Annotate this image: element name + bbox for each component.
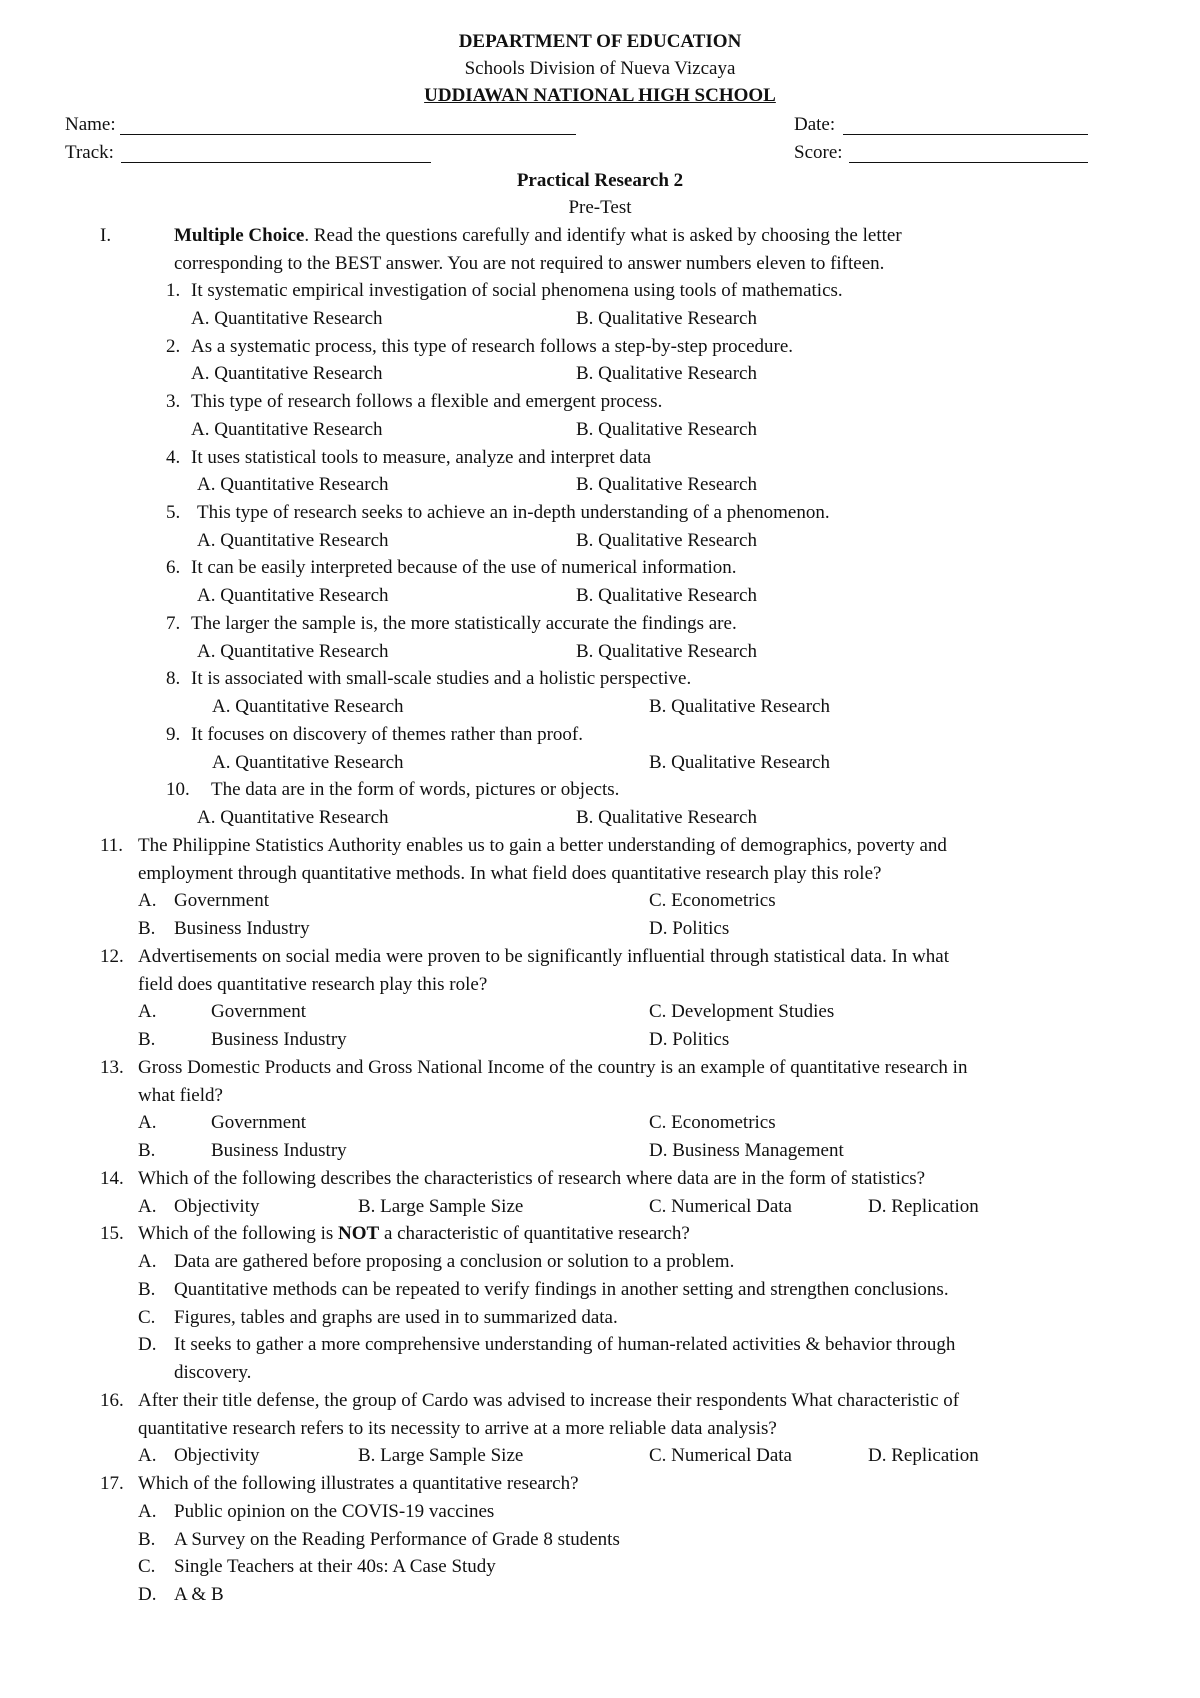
q15-option-b-letter: B. <box>138 1279 156 1300</box>
q12-option-b[interactable]: Business Industry <box>211 1029 347 1050</box>
q17-number: 17. <box>100 1473 124 1494</box>
q6-number: 6. <box>166 557 181 578</box>
q15-number: 15. <box>100 1223 124 1244</box>
q17-option-c-letter: C. <box>138 1556 156 1577</box>
q11-option-b-letter: B. <box>138 918 156 939</box>
date-field-line[interactable] <box>843 134 1088 135</box>
q16-question-line-2: quantitative research refers to its necessity to arrive at a more reliable data analysis? <box>138 1418 777 1439</box>
q6-option-a[interactable]: A. Quantitative Research <box>197 585 389 606</box>
q11-option-d[interactable]: D. Politics <box>649 918 730 939</box>
instruction-line-1: . Read the questions carefully and identify what is asked by choosing the letter <box>304 225 902 246</box>
q10-number: 10. <box>166 779 190 800</box>
q13-option-d[interactable]: D. Business Management <box>649 1140 844 1161</box>
q4-option-b[interactable]: B. Qualitative Research <box>576 474 757 495</box>
q15-question-not: NOT <box>338 1223 380 1244</box>
q7-option-b[interactable]: B. Qualitative Research <box>576 641 757 662</box>
q16-number: 16. <box>100 1390 124 1411</box>
q12-option-b-letter: B. <box>138 1029 156 1050</box>
q15-question-pre: Which of the following is <box>138 1223 338 1244</box>
q17-option-d[interactable]: A & B <box>174 1584 224 1605</box>
subject-title: Practical Research 2 <box>516 170 684 191</box>
q13-option-a[interactable]: Government <box>211 1112 306 1133</box>
q9-option-b[interactable]: B. Qualitative Research <box>649 752 830 773</box>
q11-question-line-1: The Philippine Statistics Authority enables us to gain a better understanding of demographics, poverty and <box>138 835 947 856</box>
q8-option-a[interactable]: A. Quantitative Research <box>212 696 404 717</box>
test-title: Pre-Test <box>568 197 632 218</box>
q9-question: It focuses on discovery of themes rather than proof. <box>191 724 584 745</box>
q4-option-a[interactable]: A. Quantitative Research <box>197 474 389 495</box>
q15-question <box>138 1221 690 1247</box>
track-label: Track: <box>65 142 114 163</box>
q12-question-line-1: Advertisements on social media were proven to be significantly influential through statistical data. In what <box>138 946 949 967</box>
q10-question: The data are in the form of words, pictures or objects. <box>211 779 620 800</box>
q14-option-d[interactable]: D. Replication <box>868 1196 979 1217</box>
q16-question-line-1: After their title defense, the group of Cardo was advised to increase their respondents What characteristic of <box>138 1390 960 1411</box>
score-field-line[interactable] <box>849 162 1088 163</box>
q16-option-a[interactable]: Objectivity <box>174 1445 260 1466</box>
q8-question: It is associated with small-scale studies and a holistic perspective. <box>191 668 692 689</box>
q9-option-a[interactable]: A. Quantitative Research <box>212 752 404 773</box>
q15-question-post: a characteristic of quantitative research? <box>379 1223 690 1244</box>
q9-number: 9. <box>166 724 181 745</box>
q17-question: Which of the following illustrates a quantitative research? <box>138 1473 579 1494</box>
q7-question: The larger the sample is, the more statistically accurate the findings are. <box>191 613 737 634</box>
q15-option-c-letter: C. <box>138 1307 156 1328</box>
department-heading: DEPARTMENT OF EDUCATION <box>458 31 742 52</box>
q7-option-a[interactable]: A. Quantitative Research <box>197 641 389 662</box>
q14-option-a-letter: A. <box>138 1196 157 1217</box>
q1-option-a[interactable]: A. Quantitative Research <box>191 308 383 329</box>
q5-option-b[interactable]: B. Qualitative Research <box>576 530 757 551</box>
q13-option-b[interactable]: Business Industry <box>211 1140 347 1161</box>
q13-number: 13. <box>100 1057 124 1078</box>
q15-option-a-letter: A. <box>138 1251 157 1272</box>
q4-question: It uses statistical tools to measure, analyze and interpret data <box>191 447 652 468</box>
q2-option-a[interactable]: A. Quantitative Research <box>191 363 383 384</box>
q1-option-b[interactable]: B. Qualitative Research <box>576 308 757 329</box>
section-title: Multiple Choice <box>174 225 305 246</box>
q11-number: 11. <box>100 835 124 856</box>
q13-option-b-letter: B. <box>138 1140 156 1161</box>
division-heading: Schools Division of Nueva Vizcaya <box>464 58 736 79</box>
q13-question-line-2: what field? <box>138 1085 223 1106</box>
q3-question: This type of research follows a flexible and emergent process. <box>191 391 663 412</box>
q17-option-b[interactable]: A Survey on the Reading Performance of Grade 8 students <box>174 1529 620 1550</box>
q4-number: 4. <box>166 447 181 468</box>
q6-option-b[interactable]: B. Qualitative Research <box>576 585 757 606</box>
q17-option-d-letter: D. <box>138 1584 157 1605</box>
q14-number: 14. <box>100 1168 124 1189</box>
section-instruction <box>174 223 902 249</box>
q13-question-line-1: Gross Domestic Products and Gross National Income of the country is an example of quantitative research in <box>138 1057 968 1078</box>
q8-option-b[interactable]: B. Qualitative Research <box>649 696 830 717</box>
q16-option-d[interactable]: D. Replication <box>868 1445 979 1466</box>
q2-number: 2. <box>166 336 181 357</box>
q11-option-b[interactable]: Business Industry <box>174 918 310 939</box>
q15-option-b[interactable]: Quantitative methods can be repeated to verify findings in another setting and strengthen conclusions. <box>174 1279 949 1300</box>
instruction-line-2: corresponding to the BEST answer. You are not required to answer numbers eleven to fifteen. <box>174 253 885 274</box>
q17-option-c[interactable]: Single Teachers at their 40s: A Case Study <box>174 1556 496 1577</box>
school-heading: UDDIAWAN NATIONAL HIGH SCHOOL <box>424 85 776 106</box>
q15-option-c[interactable]: Figures, tables and graphs are used in to summarized data. <box>174 1307 618 1328</box>
section-numeral: I. <box>100 225 112 246</box>
q17-option-a[interactable]: Public opinion on the COVIS-19 vaccines <box>174 1501 495 1522</box>
q12-option-c[interactable]: C. Development Studies <box>649 1001 835 1022</box>
q13-option-c[interactable]: C. Econometrics <box>649 1112 776 1133</box>
q16-option-a-letter: A. <box>138 1445 157 1466</box>
q6-question: It can be easily interpreted because of the use of numerical information. <box>191 557 737 578</box>
q5-number: 5. <box>166 502 181 523</box>
q12-option-a[interactable]: Government <box>211 1001 306 1022</box>
q5-question: This type of research seeks to achieve an in-depth understanding of a phenomenon. <box>197 502 830 523</box>
score-label: Score: <box>794 142 843 163</box>
q12-option-d[interactable]: D. Politics <box>649 1029 730 1050</box>
track-field-line[interactable] <box>121 162 431 163</box>
q3-option-b[interactable]: B. Qualitative Research <box>576 419 757 440</box>
q12-option-a-letter: A. <box>138 1001 157 1022</box>
q15-option-d-line-1[interactable]: It seeks to gather a more comprehensive understanding of human-related activities & behavior through <box>174 1334 956 1355</box>
q14-option-b[interactable]: B. Large Sample Size <box>358 1196 524 1217</box>
q15-option-d-line-2[interactable]: discovery. <box>174 1362 252 1383</box>
q11-option-a[interactable]: Government <box>174 890 269 911</box>
q3-number: 3. <box>166 391 181 412</box>
q2-question: As a systematic process, this type of research follows a step-by-step procedure. <box>191 336 794 357</box>
q5-option-a[interactable]: A. Quantitative Research <box>197 530 389 551</box>
name-label: Name: <box>65 114 116 135</box>
q7-number: 7. <box>166 613 181 634</box>
q3-option-a[interactable]: A. Quantitative Research <box>191 419 383 440</box>
q13-option-a-letter: A. <box>138 1112 157 1133</box>
date-label: Date: <box>794 114 836 135</box>
q11-option-a-letter: A. <box>138 890 157 911</box>
q12-number: 12. <box>100 946 124 967</box>
q16-option-c[interactable]: C. Numerical Data <box>649 1445 792 1466</box>
q2-option-b[interactable]: B. Qualitative Research <box>576 363 757 384</box>
q12-question-line-2: field does quantitative research play this role? <box>138 974 488 995</box>
q1-question: It systematic empirical investigation of social phenomena using tools of mathematics. <box>191 280 843 301</box>
q11-option-c[interactable]: C. Econometrics <box>649 890 776 911</box>
q8-number: 8. <box>166 668 181 689</box>
q16-option-b[interactable]: B. Large Sample Size <box>358 1445 524 1466</box>
q10-option-b[interactable]: B. Qualitative Research <box>576 807 757 828</box>
q14-option-c[interactable]: C. Numerical Data <box>649 1196 792 1217</box>
q14-question: Which of the following describes the characteristics of research where data are in the form of statistics? <box>138 1168 926 1189</box>
q17-option-b-letter: B. <box>138 1529 156 1550</box>
q15-option-a[interactable]: Data are gathered before proposing a conclusion or solution to a problem. <box>174 1251 735 1272</box>
q17-option-a-letter: A. <box>138 1501 157 1522</box>
q1-number: 1. <box>166 280 181 301</box>
q15-option-d-letter: D. <box>138 1334 157 1355</box>
q11-question-line-2: employment through quantitative methods. In what field does quantitative research play this role? <box>138 863 882 884</box>
name-field-line[interactable] <box>120 134 576 135</box>
q10-option-a[interactable]: A. Quantitative Research <box>197 807 389 828</box>
q14-option-a[interactable]: Objectivity <box>174 1196 260 1217</box>
